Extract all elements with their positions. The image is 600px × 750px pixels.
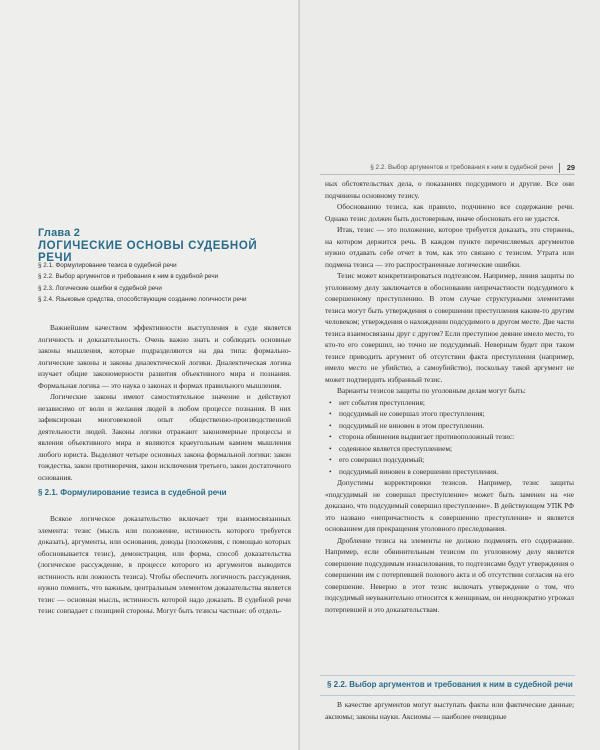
- running-header: [320, 163, 575, 175]
- paragraph: Допустимы корректировки тезисов. Например, тезис защиты «подсудимый не совершал преступление» может быть заменен на «не доказано, что подсудимый совершил преступление». В действующем УПК РФ это названо «непричастность к совершению преступления» и является основанием для прекращения уголовного преследования.: [325, 478, 574, 533]
- toc-item: § 2.3. Логические ошибки в судебной речи: [38, 284, 162, 292]
- paragraph: В качестве аргументов могут выступать факты или фактические данные; аксиомы; законы науки. Аксиомы — наиболее очевидные: [325, 700, 574, 721]
- paragraph: Логические законы имеют самостоятельное значение и действуют независимо от воли и желания людей в любом процессе познания. В них зафиксирован многовековой опыт общественно-производственной деятельности людей. Законы логики отражают закономерные процессы и явления объективного мира и являются краеугольным камнем мышления любого юриста. Выделяют четыре основных закона формальной логики: закон тождества, закон противоречия, закон исключения третьего, закон достаточного основания.: [38, 392, 291, 482]
- page-number: 29: [566, 163, 575, 172]
- list-item: • подсудимый не совершал этого преступления;: [329, 409, 485, 418]
- section-rule: [320, 695, 575, 696]
- section2-title: § 2.2. Выбор аргументов и требования к ним в судебной речи: [327, 680, 573, 689]
- chapter-label: Глава 2: [38, 227, 81, 239]
- section-title: § 2.1. Формулирование тезиса в судебной речи: [38, 488, 227, 497]
- list-item: • нет события преступления;: [329, 397, 425, 407]
- toc-item: § 2.1. Формулирование тезиса в судебной речи: [38, 262, 177, 269]
- chapter-title: ЛОГИЧЕСКИЕ ОСНОВЫ СУДЕБНОЙ РЕЧИ: [38, 240, 258, 264]
- paragraph: ных обстоятельствах дела, о показаниях подсудимого и другие. Все они подчинены основному тезису.: [325, 179, 574, 200]
- list-item: • подсудимый не виновен в этом преступлении.: [329, 420, 485, 430]
- section-rule: [320, 675, 575, 676]
- paragraph: Тезис может конкретизироваться подтезисом. Например, линия защиты по уголовному делу заключается в обосновании непричастности подсудимого к совершенному преступлению. В этом случае структурными элементами тезиса могут быть утверждения о совершении преступления каким-то другим человеком; утверждения о нахождении подсудимого в другом месте. Две части тезиса взаимосвязаны друг с другом? Если преступное деяние имело место, то кто-то его совершил, но точно не подсудимый. Неверным будет при таком тезисе приводить аргумент об отсутствии факта преступления (например, имело место не убийство, а самоубийство), поскольку такой аргумент не может подтвердить избранный тезис.: [325, 271, 574, 384]
- paragraph: Дробление тезиса на элементы не должно подменять его содержание. Например, если обвинительным тезисом по уголовному делу является совершение подсудимым изнасилования, то подтезисами будут утверждения о совершении им с потерпевшей полового акта и об отсутствии согласия на его совершение. Неверно в этот тезис включать утверждение о том, что подсудимый неуважительно относится к женщинам, он неоднократно угрожал потерпевшей и это доказательствам.: [325, 535, 574, 614]
- paragraph: Всякое логическое доказательство включает три взаимосвязанных элемента: тезис (мысль или положение, истинность которого требуется доказать), аргументы, или основания, доводы (положения, с помощью которых обосновывается тезис), демонстрация, или форма, способ доказательства (логическое рассуждение, в процессе которого из аргументов выводится истинность или ложность тезиса). Чтобы обеспечить логичность рассуждения, нужно помнить, что важным, центральным элементом доказательства является тезис — основная мысль, истинность которой надо доказать. В судебной речи тезис совпадает с позицией стороны. Могут быть тезисы частные: об отдель-: [38, 514, 291, 615]
- chapter-contents: [38, 260, 288, 305]
- toc-item: § 2.4. Языковые средства, способствующие созданию логичности речи: [38, 295, 247, 303]
- paragraph: Итак, тезис — это положение, которое требуется доказать, это стержень, на котором держится речь. В каждом пункте перечисляемых аргументов нужно отдавать себе отчет в том, как это связано с тезисом. Утрата или подмена тезиса — это распространенные логические ошибки.: [325, 225, 574, 269]
- paragraph: Обоснованию тезиса, как правило, подчинено все содержание речи. Однако тезис должен быть достоверным, иначе обосновать его не удастся.: [325, 202, 574, 223]
- list-item: • содеянное является преступлением;: [329, 443, 453, 453]
- right-body-text: [325, 178, 574, 615]
- header-rule: [320, 174, 575, 175]
- running-title: § 2.2. Выбор аргументов и требования к ним в судебной речи: [370, 164, 553, 171]
- toc-item: § 2.2. Выбор аргументов и требования к ним в судебной речи: [38, 273, 219, 281]
- paragraph: Варианты тезисов защиты по уголовным делам могут быть:: [337, 386, 526, 395]
- list-item: • подсудимый виновен в совершении преступления.: [329, 466, 499, 476]
- section2-text: [325, 699, 574, 722]
- list-item: • его совершил подсудимый;: [329, 455, 425, 464]
- intro-text: [38, 322, 291, 483]
- header-divider: [559, 163, 560, 173]
- thesis-list: [325, 397, 574, 478]
- chapter-heading: [38, 227, 288, 264]
- list-item: • сторона обвинения выдвигает противоположный тезис:: [329, 432, 515, 441]
- section-text: [38, 513, 291, 617]
- paragraph: Важнейшим качеством эффективности выступления в суде является логичность и доказательность. Очень важно знать и соблюдать основные законы мышления, которые подразделяются на два типа: формально-логические законы и законы диалектической логики. Диалектическая логика изучает общие закономерности развития объективного мира и познания. Формальная логика — это наука о законах и формах правильного мышления.: [38, 323, 291, 390]
